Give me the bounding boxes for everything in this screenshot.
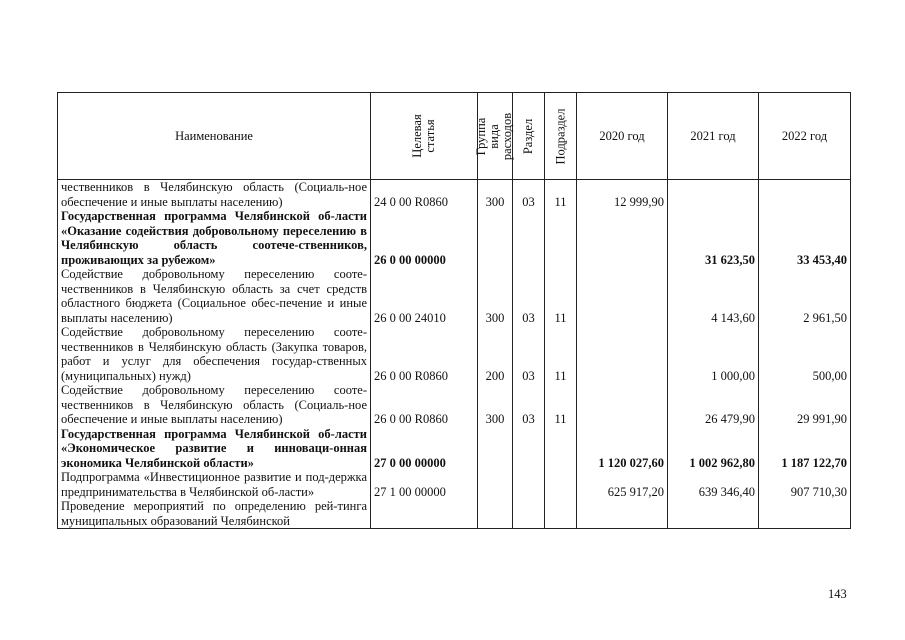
row-group: [478, 427, 513, 471]
table-row: [58, 209, 851, 267]
row-code: 27 1 00 00000: [371, 470, 478, 499]
table-row: [58, 325, 851, 383]
row-2021: 1 002 962,80: [668, 427, 759, 471]
row-group: 200: [478, 325, 513, 383]
row-section: 03: [513, 267, 545, 325]
row-2022: 500,00: [759, 325, 851, 383]
row-section: 03: [513, 180, 545, 210]
row-2020: [577, 325, 668, 383]
row-2022: 33 453,40: [759, 209, 851, 267]
row-2021: 639 346,40: [668, 470, 759, 499]
row-2022: 1 187 122,70: [759, 427, 851, 471]
row-2021: 26 479,90: [668, 383, 759, 427]
row-group: 300: [478, 180, 513, 210]
row-2022: [759, 499, 851, 529]
header-2021: 2021 год: [668, 93, 759, 180]
row-2020: [577, 499, 668, 529]
table-row: [58, 470, 851, 499]
row-2021: 31 623,50: [668, 209, 759, 267]
row-name: Государственная программа Челябинской об-ласти «Оказание содействия добровольному переселению в Челябинскую область соотече-ственников, проживающих за рубежом»: [58, 209, 371, 267]
row-subsection: [545, 427, 577, 471]
row-subsection: 11: [545, 325, 577, 383]
row-subsection: 11: [545, 267, 577, 325]
table-row: [58, 427, 851, 471]
row-code: 27 0 00 00000: [371, 427, 478, 471]
row-name: Проведение мероприятий по определению рей-тинга муниципальных образований Челябинской: [58, 499, 371, 529]
row-2022: [759, 180, 851, 210]
header-subsection: Подраздел: [545, 93, 577, 180]
row-name: Содействие добровольному переселению сооте-чественников в Челябинскую область за счет средств областного бюджета (Социальное обес-печение и иные выплаты населению): [58, 267, 371, 325]
row-section: [513, 427, 545, 471]
row-subsection: [545, 499, 577, 529]
row-subsection: 11: [545, 180, 577, 210]
row-name: Подпрограмма «Инвестиционное развитие и под-держка предпринимательства в Челябинской об-ласти»: [58, 470, 371, 499]
table-body: [58, 180, 851, 529]
header-expense-group: Группа вида расходов: [478, 93, 513, 180]
row-group: 300: [478, 383, 513, 427]
header-2022: 2022 год: [759, 93, 851, 180]
row-2021: [668, 499, 759, 529]
header-section: Раздел: [513, 93, 545, 180]
row-section: 03: [513, 325, 545, 383]
row-code: 24 0 00 R0860: [371, 180, 478, 210]
row-2020: 625 917,20: [577, 470, 668, 499]
row-2020: 12 999,90: [577, 180, 668, 210]
table-row: [58, 267, 851, 325]
row-subsection: [545, 470, 577, 499]
row-group: [478, 499, 513, 529]
header-name: Наименование: [58, 93, 371, 180]
row-code: 26 0 00 24010: [371, 267, 478, 325]
row-section: [513, 470, 545, 499]
table-header-row: [58, 93, 851, 180]
row-code: 26 0 00 R0860: [371, 383, 478, 427]
row-2022: 2 961,50: [759, 267, 851, 325]
budget-table: [57, 92, 851, 529]
row-code: 26 0 00 00000: [371, 209, 478, 267]
table-row: [58, 180, 851, 210]
row-code: 26 0 00 R0860: [371, 325, 478, 383]
row-name: Государственная программа Челябинской об-ласти «Экономическое развитие и инноваци-онная экономика Челябинской области»: [58, 427, 371, 471]
row-2021: 1 000,00: [668, 325, 759, 383]
row-2020: 1 120 027,60: [577, 427, 668, 471]
table-row: [58, 499, 851, 529]
row-2020: [577, 209, 668, 267]
row-2022: 907 710,30: [759, 470, 851, 499]
row-group: 300: [478, 267, 513, 325]
row-name: Содействие добровольному переселению сооте-чественников в Челябинскую область (Социаль-ное обеспечение и иные выплаты населению): [58, 383, 371, 427]
header-2020: 2020 год: [577, 93, 668, 180]
page-number: 143: [828, 587, 847, 601]
row-section: [513, 209, 545, 267]
header-target-article: Целевая статья: [371, 93, 478, 180]
row-section: 03: [513, 383, 545, 427]
row-name: Содействие добровольному переселению сооте-чественников в Челябинскую область (Закупка товаров, работ и услуг для обеспечения государ-ственных (муниципальных) нужд): [58, 325, 371, 383]
row-group: [478, 209, 513, 267]
row-code: [371, 499, 478, 529]
row-group: [478, 470, 513, 499]
row-2021: [668, 180, 759, 210]
row-2022: 29 991,90: [759, 383, 851, 427]
row-section: [513, 499, 545, 529]
row-2020: [577, 383, 668, 427]
row-subsection: [545, 209, 577, 267]
row-name: чественников в Челябинскую область (Социаль-ное обеспечение и иные выплаты населению): [58, 180, 371, 210]
row-subsection: 11: [545, 383, 577, 427]
row-2021: 4 143,60: [668, 267, 759, 325]
table-row: [58, 383, 851, 427]
row-2020: [577, 267, 668, 325]
